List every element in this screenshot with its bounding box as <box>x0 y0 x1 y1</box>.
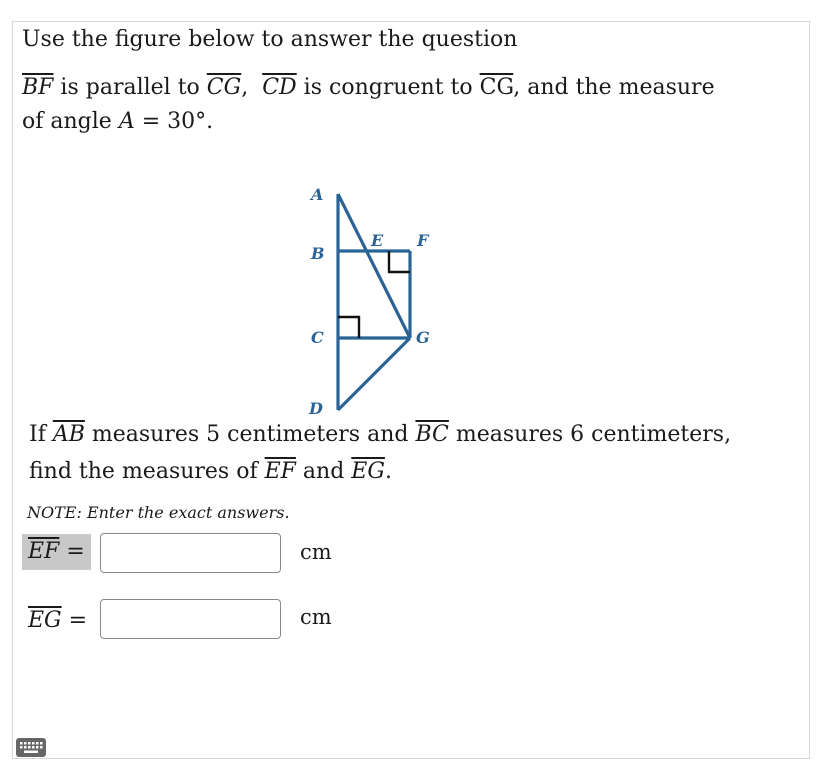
segment-bc: $\overline{BC}$ <box>415 422 449 447</box>
question-intro: Use the figure below to answer the question <box>22 27 518 52</box>
answer-eg-input[interactable] <box>100 599 281 639</box>
text-fragment: If <box>29 422 53 447</box>
answer-ef-segment: $\overline{EF}$ <box>28 539 60 564</box>
label-b: B <box>311 244 325 263</box>
equals-sign: = <box>59 539 85 564</box>
keyboard-icon[interactable] <box>16 738 46 757</box>
answer-ef-unit: cm <box>300 540 332 564</box>
question-prompt-line2 <box>29 458 392 486</box>
answer-ef-input[interactable] <box>100 533 281 573</box>
segment-eg: $\overline{EG}$ <box>351 459 385 484</box>
text-fragment: is parallel to <box>53 75 207 100</box>
text-fragment: , and the measure <box>513 75 715 100</box>
right-angle-mark-f <box>389 251 410 272</box>
text-fragment: measures 5 centimeters and <box>84 422 416 447</box>
question-given-line1 <box>22 74 715 102</box>
text-fragment: . <box>384 459 392 484</box>
angle-variable: A <box>118 109 135 134</box>
text-fragment: of angle <box>22 109 119 134</box>
label-c: C <box>311 328 324 347</box>
question-prompt-line1 <box>29 421 731 449</box>
text-fragment: find the measures of <box>29 459 265 484</box>
segment-bf: $\overline{BF}$ <box>22 75 54 100</box>
segment-ef: $\overline{EF}$ <box>264 459 296 484</box>
question-given-line2 <box>22 108 213 136</box>
label-e: E <box>371 231 384 250</box>
segment-cd: $\overline{CD}$ <box>262 75 297 100</box>
geometry-figure <box>300 180 450 420</box>
segment-cg-upright: $\overline{CG}$ <box>479 75 514 100</box>
label-d: D <box>309 399 323 418</box>
text-fragment: = 30°. <box>134 109 214 134</box>
answer-ef-label <box>22 534 91 570</box>
answer-eg-segment: $\overline{EG}$ <box>28 608 62 633</box>
text-fragment: measures 6 centimeters, <box>448 422 732 447</box>
label-f: F <box>417 231 429 250</box>
label-g: G <box>416 328 430 347</box>
equals-sign: = <box>61 608 88 633</box>
right-angle-mark-c <box>338 317 359 338</box>
keyboard-glyph <box>16 738 46 757</box>
answer-eg-unit: cm <box>300 605 332 629</box>
segment-dg-line <box>338 338 410 410</box>
segment-ab: $\overline{AB}$ <box>52 422 85 447</box>
label-a: A <box>311 185 324 204</box>
answer-eg-label <box>22 603 93 639</box>
text-fragment: is congruent to <box>296 75 480 100</box>
text-fragment: and <box>295 459 352 484</box>
text-fragment: , <box>241 75 263 100</box>
segment-cg: $\overline{CG}$ <box>206 75 242 100</box>
figure-lines <box>338 194 410 410</box>
answer-note: NOTE: Enter the exact answers. <box>27 503 290 522</box>
